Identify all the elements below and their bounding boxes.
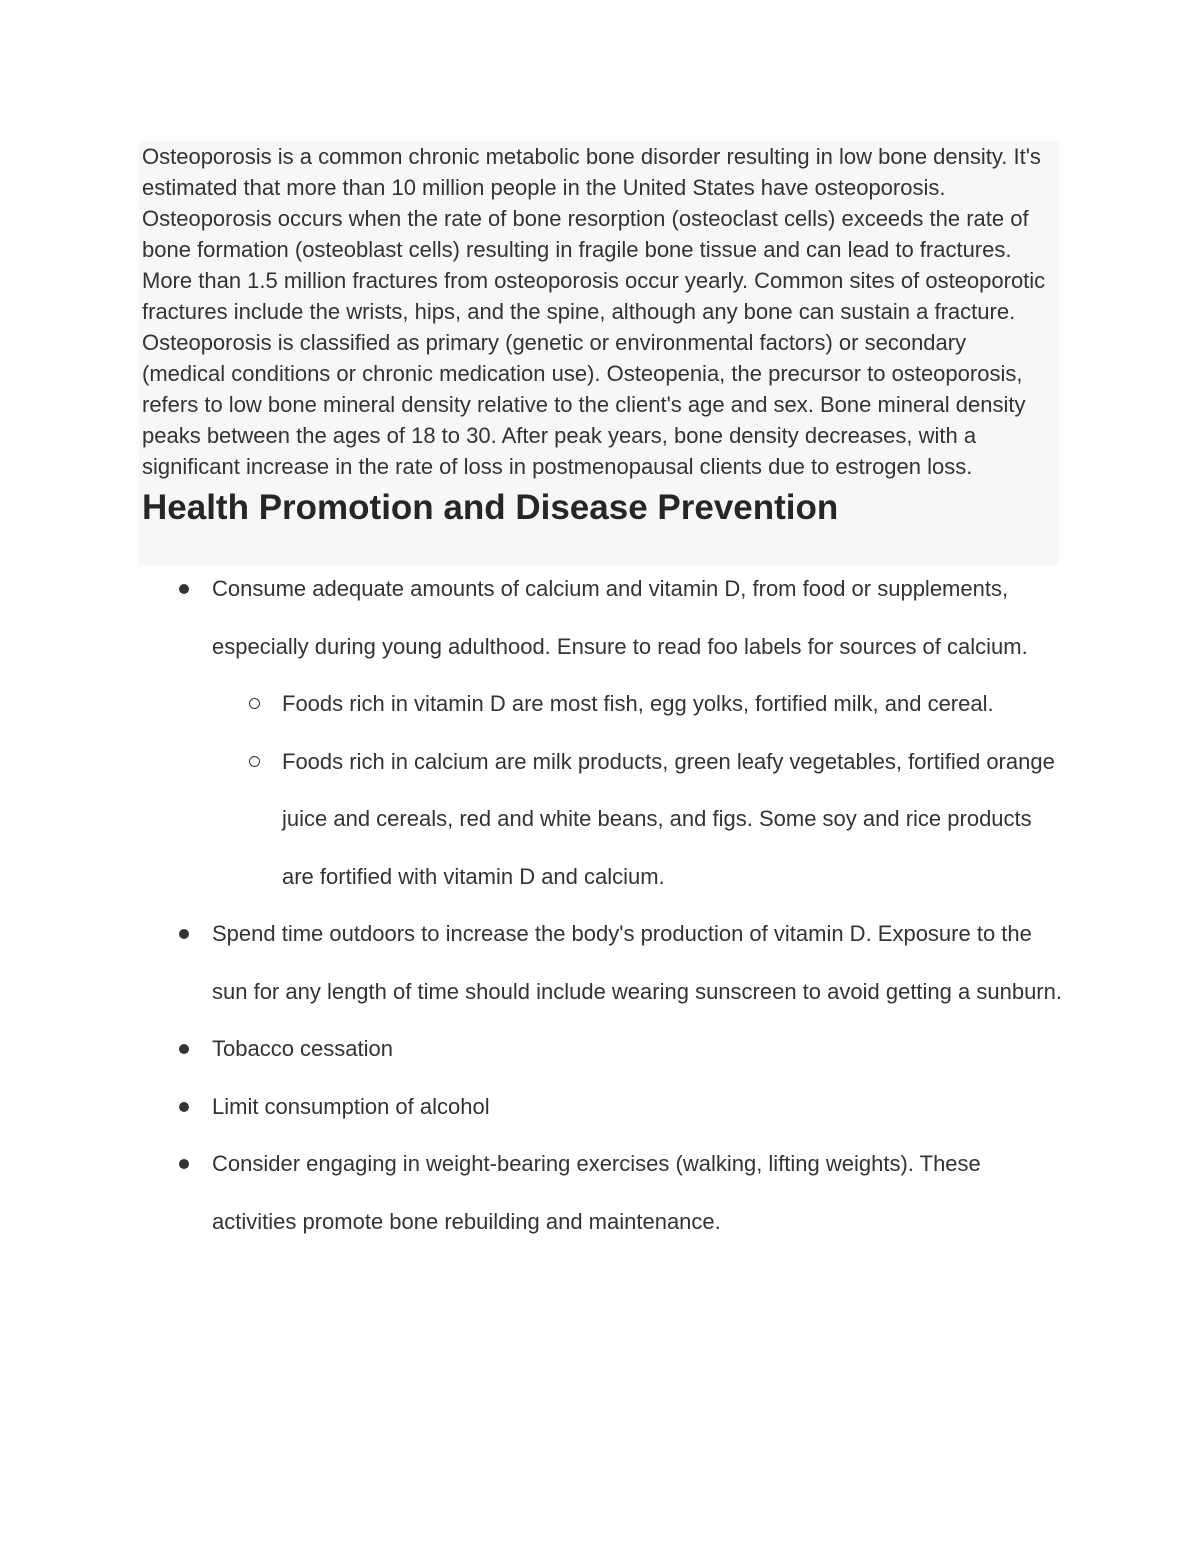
list-item-text: Tobacco cessation — [212, 1036, 393, 1061]
sub-list-item-text: Foods rich in calcium are milk products, green leafy vegetables, fortified orange juice and cereals, red and white beans, and figs. Some soy and rice products are fortified with vitamin D and calcium. — [282, 748, 1055, 889]
list-item — [142, 905, 1062, 1020]
list-item — [142, 1078, 1062, 1136]
list-item — [142, 1135, 1062, 1250]
sub-list-item-text: Foods rich in vitamin D are most fish, egg yolks, fortified milk, and cereal. — [282, 691, 994, 716]
list-item — [142, 1020, 1062, 1078]
list-item-text: Consider engaging in weight-bearing exercises (walking, lifting weights). These activities promote bone rebuilding and maintenance. — [212, 1151, 981, 1234]
sub-list-item — [212, 733, 1056, 906]
intro-paragraph: Osteoporosis is a common chronic metabolic bone disorder resulting in low bone density. It's estimated that more than 10 million people in the United States have osteoporosis. Osteoporosis occurs when the rate of bone resorption (osteoclast cells) exceeds the rate of bone formation (osteoblast cells) resulting in fragile bone tissue and can lead to fractures. More than 1.5 million fractures from osteoporosis occur yearly. Common sites of osteoporotic fractures include the wrists, hips, and the spine, although any bone can sustain a fracture. Osteoporosis is classified as primary (genetic or environmental factors) or secondary (medical conditions or chronic medication use). Osteopenia, the precursor to osteoporosis, refers to low bone mineral density relative to the client's age and sex. Bone mineral density peaks between the ages of 18 to 30. After peak years, bone density decreases, with a significant increase in the rate of loss in postmenopausal clients due to estrogen loss. — [142, 144, 1046, 479]
list-item-text: Limit consumption of alcohol — [212, 1093, 490, 1119]
bullet-icon — [179, 584, 189, 594]
intro-block — [139, 141, 1059, 565]
bullet-icon — [179, 1044, 189, 1054]
sub-list — [212, 675, 1062, 905]
section-heading: Health Promotion and Disease Prevention — [142, 488, 839, 527]
circle-bullet-icon — [249, 756, 260, 767]
prevention-list — [142, 560, 1062, 1250]
circle-bullet-icon — [249, 698, 260, 709]
bullet-icon — [179, 1159, 189, 1169]
bullet-icon — [179, 1102, 189, 1112]
list-item-text: Consume adequate amounts of calcium and vitamin D, from food or supplements, especially during young adulthood. Ensure to read foo labels for sources of calcium. — [212, 576, 1028, 659]
list-item — [142, 560, 1062, 905]
sub-list-item — [212, 675, 1056, 733]
list-item-text: Spend time outdoors to increase the body's production of vitamin D. Exposure to the sun for any length of time should include wearing sunscreen to avoid getting a sunburn. — [212, 921, 1062, 1004]
bullet-icon — [179, 929, 189, 939]
